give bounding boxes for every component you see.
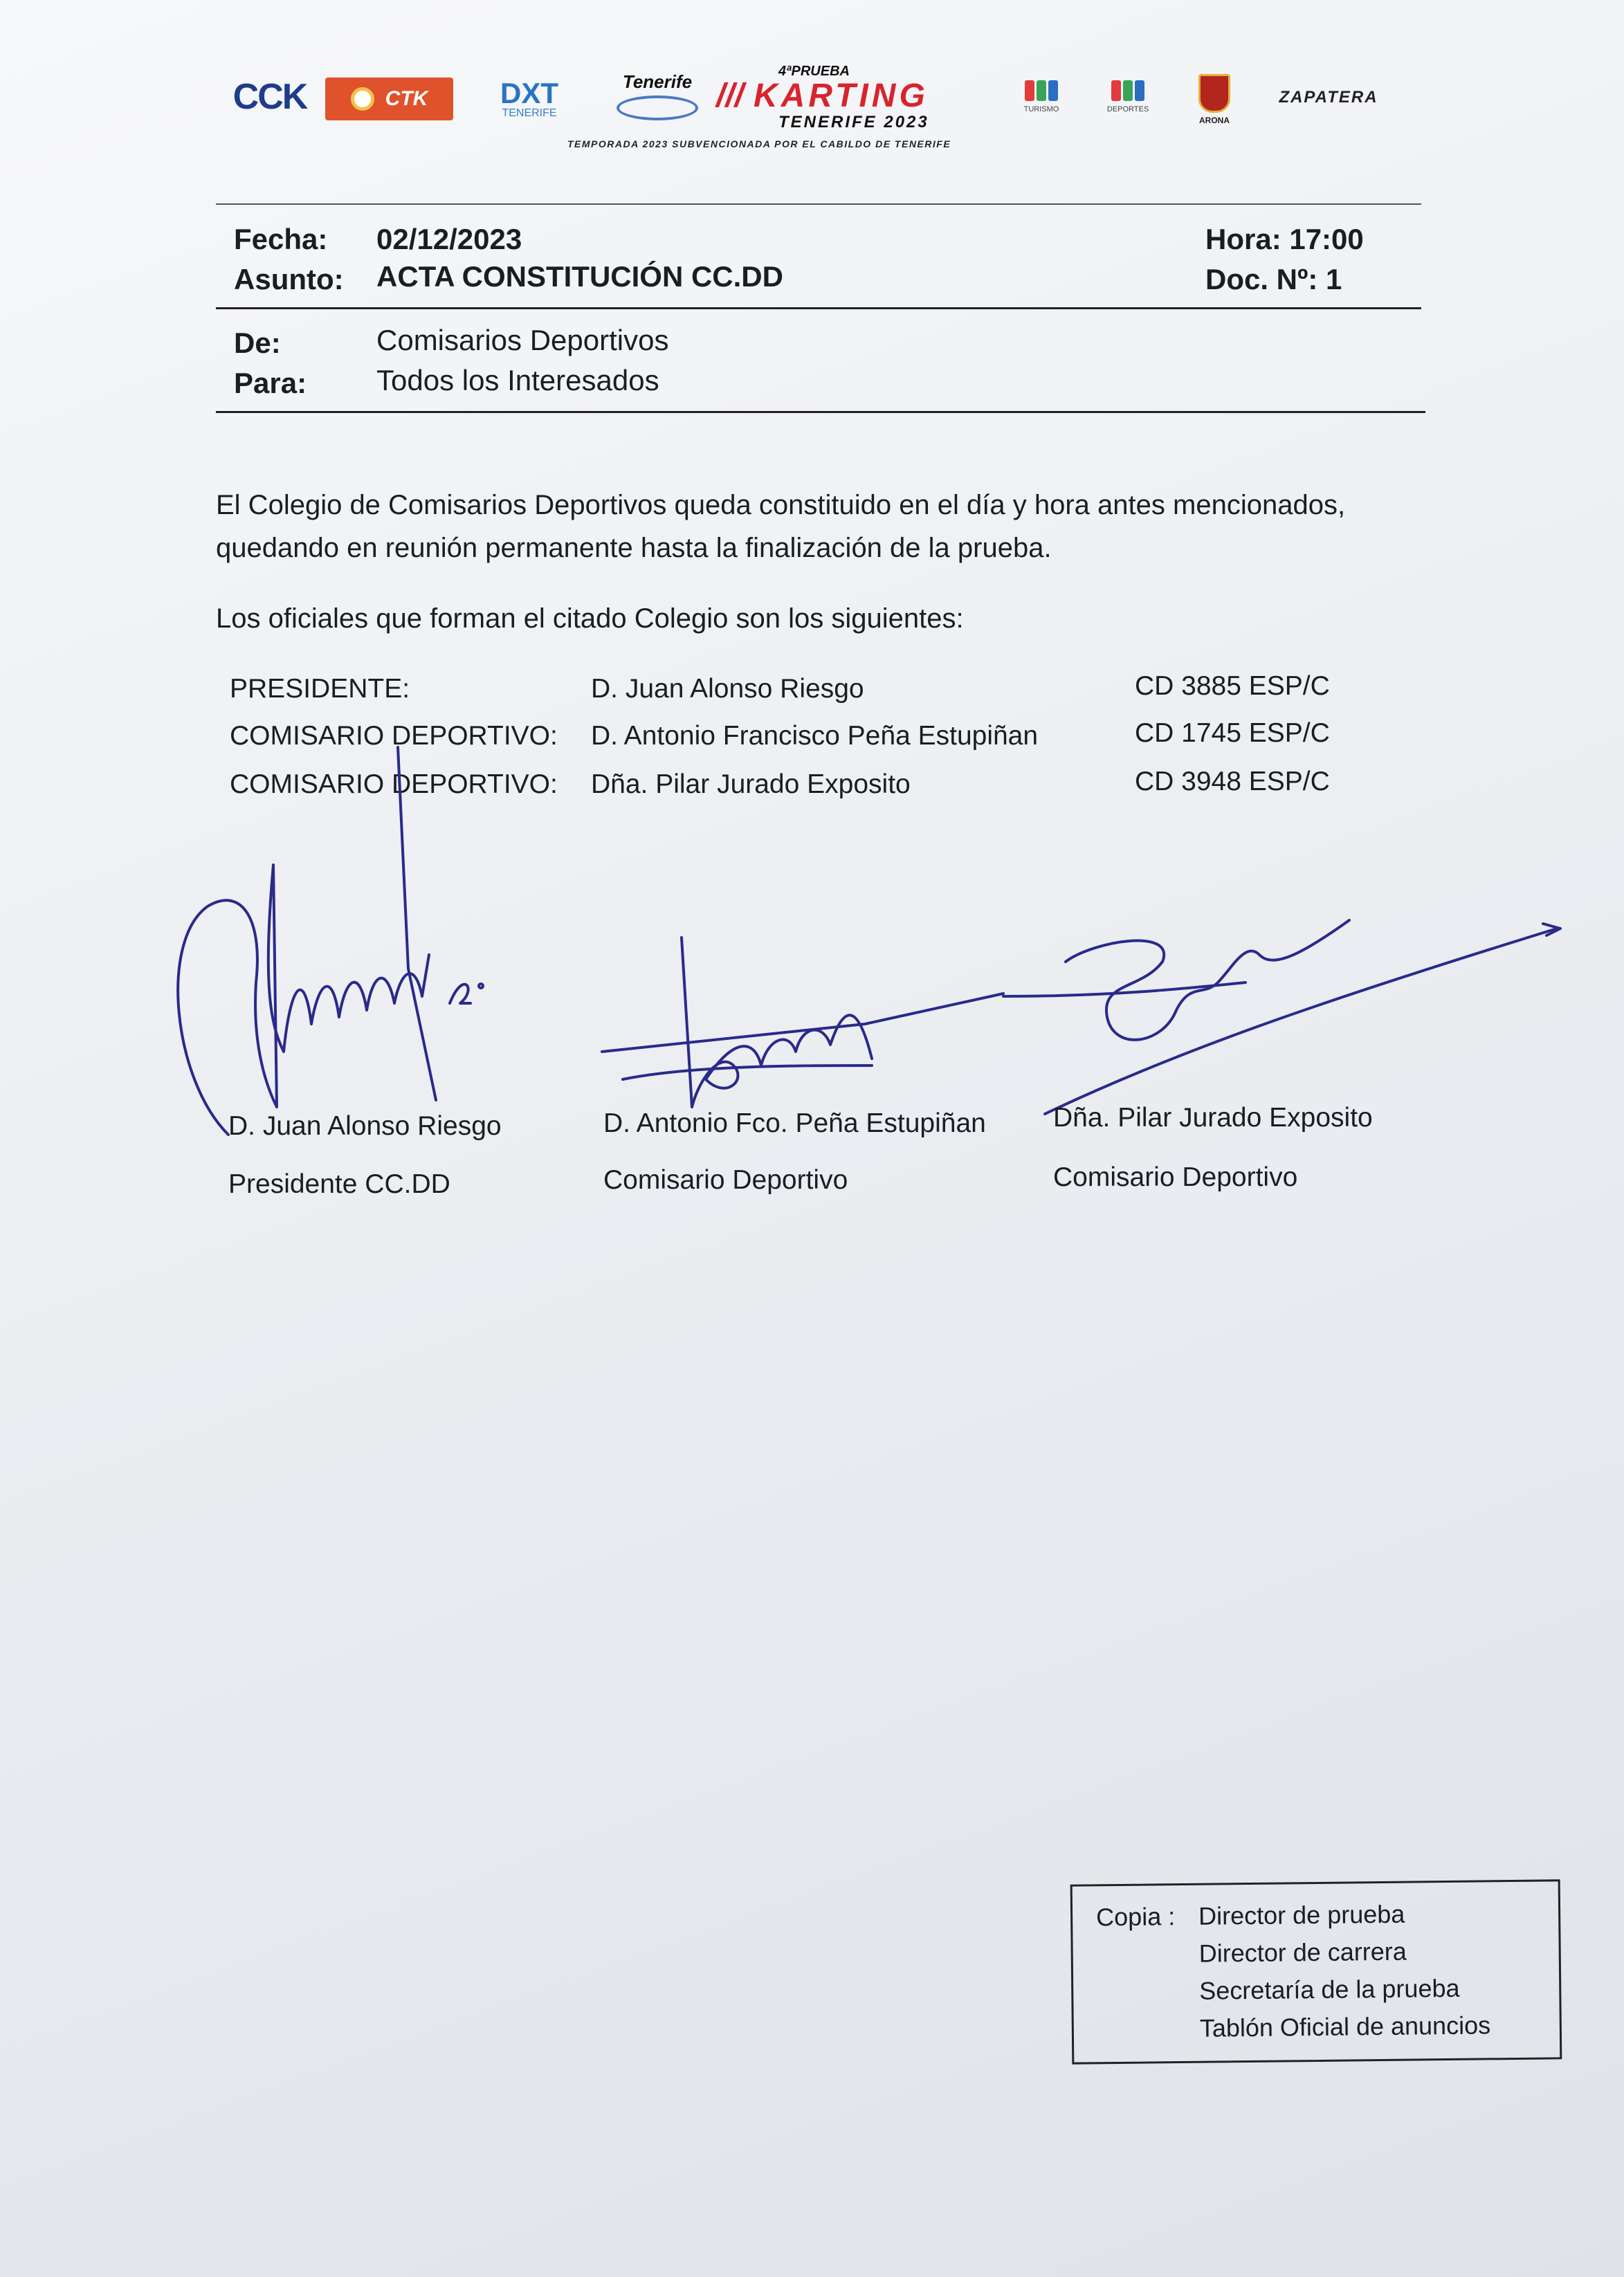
- signature-name: D. Juan Alonso Riesgo: [228, 1111, 502, 1141]
- cck-logo-text: CCK: [232, 77, 307, 117]
- signature-title: Presidente CC.DD: [228, 1169, 450, 1199]
- signature-name: D. Antonio Fco. Peña Estupiñan: [603, 1108, 986, 1138]
- copy-distribution-box: [1070, 1879, 1562, 2064]
- copia-item: Tablón Oficial de anuncios: [1199, 2011, 1491, 2042]
- karting-prueba-text: 4ªPRUEBA: [778, 63, 850, 79]
- speed-slashes-icon: ///: [716, 77, 745, 114]
- para-value: Todos los Interesados: [376, 364, 659, 396]
- asunto-value: ACTA CONSTITUCIÓN CC.DD: [376, 260, 783, 293]
- signature-name: Dña. Pilar Jurado Exposito: [1053, 1103, 1373, 1133]
- body-paragraph-line2: quedando en reunión permanente hasta la finalización de la prueba.: [216, 533, 1052, 563]
- de-label: De:: [234, 327, 281, 359]
- asunto-label: Asunto:: [234, 263, 344, 295]
- tenerife-logo-text: Tenerife: [622, 71, 693, 92]
- copia-item: Secretaría de la prueba: [1199, 1973, 1460, 2005]
- official-role: COMISARIO DEPORTIVO:: [230, 721, 558, 751]
- dxt-logo-subtext: TENERIFE: [502, 107, 557, 119]
- doc-number: Doc. Nº: 1: [1205, 263, 1342, 295]
- fecha-label: Fecha:: [234, 223, 328, 255]
- para-label: Para:: [234, 367, 307, 399]
- signature-title: Comisario Deportivo: [1053, 1162, 1298, 1192]
- dxt-logo-text: DXT: [500, 77, 558, 109]
- official-license: CD 3885 ESP/C: [1135, 671, 1330, 701]
- karting-title-text: KARTING: [754, 77, 929, 114]
- fecha-value: 02/12/2023: [376, 223, 522, 255]
- official-name: Dña. Pilar Jurado Exposito: [591, 769, 911, 799]
- copia-item: Director de carrera: [1198, 1937, 1407, 1968]
- subvencion-banner: TEMPORADA 2023 SUBVENCIONADA POR EL CABILDO DE TENERIFE: [567, 138, 951, 149]
- official-name: D. Antonio Francisco Peña Estupiñan: [591, 721, 1039, 751]
- official-role: PRESIDENTE:: [230, 674, 410, 704]
- signature-pena: [682, 938, 872, 1107]
- copia-item: Director de prueba: [1198, 1899, 1405, 1930]
- ctk-logo-text: CTK: [385, 87, 428, 110]
- arona-turismo-text: TURISMO: [1023, 105, 1059, 113]
- official-license: CD 3948 ESP/C: [1135, 767, 1330, 796]
- official-license: CD 1745 ESP/C: [1135, 718, 1330, 748]
- hora-value: Hora: 17:00: [1205, 223, 1364, 255]
- arona-deportes-text: DEPORTES: [1106, 105, 1149, 113]
- body-paragraph-line1: El Colegio de Comisarios Deportivos queda constituido en el día y hora antes mencionados,: [216, 490, 1346, 520]
- signature-jurado: [1066, 920, 1349, 1040]
- body-paragraph-intro: Los oficiales que forman el citado Colegio son los siguientes:: [216, 603, 964, 634]
- karting-sub-text: TENERIFE 2023: [778, 112, 929, 131]
- official-role: COMISARIO DEPORTIVO:: [230, 769, 558, 799]
- zapatera-logo-text: ZAPATERA: [1279, 88, 1378, 107]
- official-name: D. Juan Alonso Riesgo: [591, 674, 864, 704]
- copia-label: Copia :: [1095, 1902, 1176, 1932]
- signature-president: [178, 865, 429, 1135]
- signature-title: Comisario Deportivo: [603, 1165, 848, 1195]
- de-value: Comisarios Deportivos: [376, 324, 669, 356]
- arona-shield-text: ARONA: [1199, 116, 1230, 125]
